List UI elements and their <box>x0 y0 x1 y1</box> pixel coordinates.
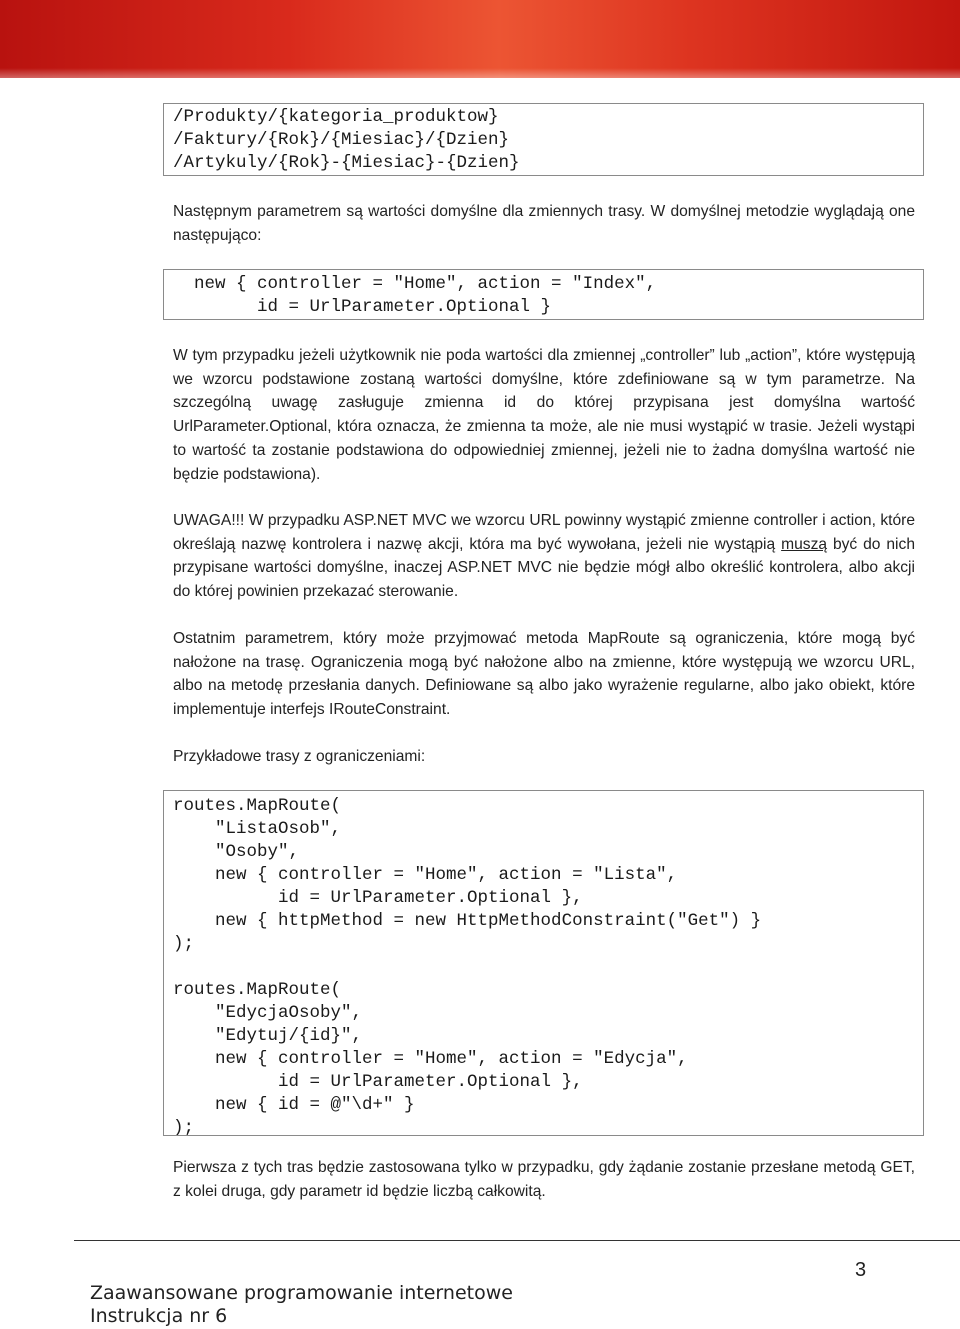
header-band <box>0 0 960 78</box>
code-line: /Artykuly/{Rok}-{Miesiac}-{Dzien} <box>173 153 520 173</box>
warning-emphasis: muszą <box>781 535 828 553</box>
paragraph-final: Pierwsza z tych tras będzie zastosowana tylko w przypadku, gdy żądanie zostanie przesłane metodą GET, z kolei druga, gdy parametr id będzie liczbą całkowitą. <box>173 1159 915 1200</box>
code-line: ); <box>173 934 195 954</box>
code-line: ); <box>173 1118 195 1136</box>
warning-text-before: UWAGA!!! W przypadku ASP.NET MVC we wzorcu URL powinny wystąpić zmienne controller i action, które określają nazwę kontrolera i nazwę akcji, która ma być wywołana, jeżeli nie wystąpią <box>173 512 915 553</box>
code-line: routes.MapRoute( <box>173 796 342 816</box>
code-line: routes.MapRoute( <box>173 980 342 1000</box>
footer-divider <box>74 1240 960 1241</box>
paragraph-defaults: Następnym parametrem są wartości domyślne dla zmiennych trasy. W domyślnej metodzie wyglądają one następująco: <box>173 203 915 244</box>
code-line: /Produkty/{kategoria_produktow} <box>173 107 499 127</box>
page-number: 3 <box>855 1259 867 1281</box>
code-line: "Edytuj/{id}", <box>173 1026 363 1046</box>
code-line: "EdycjaOsoby", <box>173 1003 363 1023</box>
code-block-routes <box>163 103 924 176</box>
paragraph-explain: W tym przypadku jeżeli użytkownik nie poda wartości dla zmiennej „controller” lub „action”, które występują we wzorcu podstawione zostaną wartości domyślne, które zdefiniowane są w tym parametrze. Na szczególną uwagę zasługuje zmienna id do której przypisana jest domyślna wartość UrlParameter.Optional, która oznacza, że zmienna ta może, ale nie musi wystąpić w trasie. Jeżeli wystąpi to wartość ta zostanie podstawiona do odpowiedniej zmiennej, jeżeli nie to żadna domyślna wartość nie będzie podstawiona). <box>173 347 915 483</box>
footer-course-title: Zaawansowane programowanie internetowe <box>90 1282 513 1304</box>
code-line: id = UrlParameter.Optional }, <box>173 1072 583 1092</box>
footer-instruction-number: Instrukcja nr 6 <box>90 1305 228 1327</box>
code-line: id = UrlParameter.Optional } <box>173 297 552 317</box>
code-line: /Faktury/{Rok}/{Miesiac}/{Dzien} <box>173 130 510 150</box>
paragraph-examples: Przykładowe trasy z ograniczeniami: <box>173 748 426 765</box>
code-line: new { controller = "Home", action = "Lista", <box>173 865 678 885</box>
code-line <box>173 956 923 979</box>
warning-text-after: być do nich przypisane wartości domyślne, inaczej ASP.NET MVC nie będzie mógł albo określić kontrolera, albo akcji do której powinien przekazać sterowanie. <box>173 535 915 601</box>
code-line: new { controller = "Home", action = "Index", <box>173 274 657 294</box>
code-block-examples <box>163 790 924 1136</box>
code-line: new { controller = "Home", action = "Edycja", <box>173 1049 688 1069</box>
paragraph-warning <box>173 509 915 604</box>
code-line: new { httpMethod = new HttpMethodConstraint("Get") } <box>173 911 762 931</box>
code-block-defaults <box>163 269 924 320</box>
code-line: "Osoby", <box>173 842 300 862</box>
code-line: id = UrlParameter.Optional }, <box>173 888 583 908</box>
code-line: "ListaOsob", <box>173 819 342 839</box>
paragraph-constraints: Ostatnim parametrem, który może przyjmować metoda MapRoute są ograniczenia, które mogą być nałożone na trasę. Ograniczenia mogą być nałożone albo na zmienne, które występują we wzorcu URL, albo na metodę przesłania danych. Definiowane są albo jako wyrażenie regularne, albo jako obiekt, które implementuje interfejs IRouteConstraint. <box>173 630 915 719</box>
code-line: new { id = @"\d+" } <box>173 1095 415 1115</box>
